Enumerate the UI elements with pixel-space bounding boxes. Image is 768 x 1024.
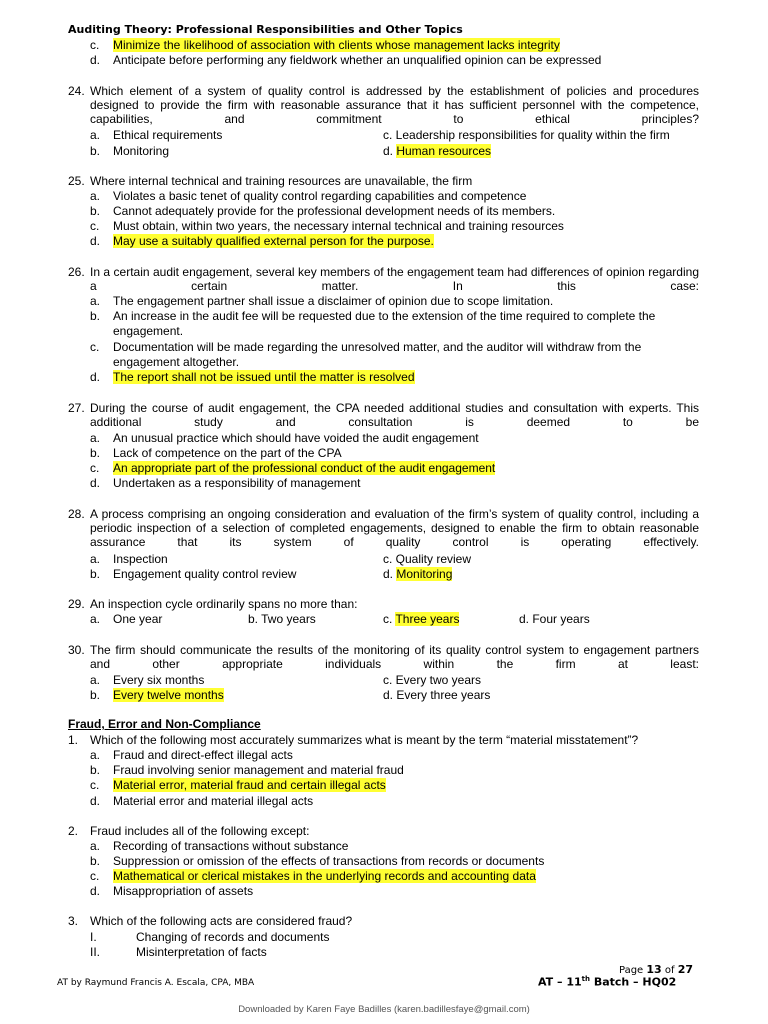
option-letter: d. bbox=[90, 884, 101, 898]
question-number: 29. bbox=[68, 597, 85, 611]
option-letter: c. bbox=[90, 38, 100, 52]
question-number: 24. bbox=[68, 84, 85, 98]
option-letter: b. bbox=[90, 204, 101, 218]
option-text: One year bbox=[113, 612, 163, 626]
option-text: b. Two years bbox=[248, 612, 316, 626]
page-number: Page 13 of 27 bbox=[619, 963, 694, 976]
option-text: c. Every two years bbox=[383, 673, 482, 687]
footer-author: AT by Raymund Francis A. Escala, CPA, MBA bbox=[57, 978, 255, 988]
option-text bbox=[113, 234, 434, 248]
option-text: Material error and material illegal acts bbox=[113, 794, 314, 808]
option-text: Recording of transactions without substance bbox=[113, 839, 349, 853]
option-letter: c. bbox=[90, 869, 100, 883]
question-stem: Which of the following most accurately summarizes what is meant by the term “material misstatement”? bbox=[90, 733, 639, 747]
question-stem: A process comprising an ongoing consideration and evaluation of the firm’s system of quality control, including a periodic inspection of a selection of completed engagements, designed to enable the firm to obtain reasonable assurance that its system of quality control is operating effectively. bbox=[90, 507, 699, 549]
answer-highlight: The report shall not be issued until the matter is resolved bbox=[113, 370, 415, 384]
option-text: c. Quality review bbox=[383, 552, 472, 566]
option-text: c. Three years bbox=[383, 612, 460, 626]
option-text: Misappropriation of assets bbox=[113, 884, 254, 898]
option-text bbox=[113, 461, 495, 475]
option-text: Misinterpretation of facts bbox=[136, 945, 267, 959]
option-text bbox=[113, 688, 224, 702]
option-text: engagement. bbox=[113, 324, 184, 338]
option-text bbox=[113, 869, 536, 883]
option-text: Ethical requirements bbox=[113, 128, 223, 142]
option-text: An increase in the audit fee will be requested due to the extension of the time required to complete the bbox=[113, 309, 656, 323]
option-letter: c. bbox=[90, 461, 100, 475]
option-text: Undertaken as a responsibility of management bbox=[113, 476, 361, 490]
option-text: d. Four years bbox=[519, 612, 590, 626]
option-text: Documentation will be made regarding the unresolved matter, and the auditor will withdraw from the bbox=[113, 340, 642, 354]
option-letter: a. bbox=[90, 552, 101, 566]
option-letter: c. bbox=[90, 778, 100, 792]
answer-highlight: May use a suitably qualified external person for the purpose. bbox=[113, 234, 434, 248]
option-letter: a. bbox=[90, 189, 101, 203]
option-text: Inspection bbox=[113, 552, 168, 566]
option-text: Every six months bbox=[113, 673, 205, 687]
question-number: 2. bbox=[68, 824, 79, 838]
answer-highlight: Human resources bbox=[396, 144, 492, 158]
option-letter: b. bbox=[90, 144, 101, 158]
option-text: d. Every three years bbox=[383, 688, 491, 702]
option-letter: d. bbox=[90, 370, 101, 384]
option-letter: a. bbox=[90, 673, 101, 687]
option-letter: a. bbox=[90, 294, 101, 308]
question-number: 25. bbox=[68, 174, 85, 188]
option-letter: b. bbox=[90, 446, 101, 460]
option-letter: a. bbox=[90, 748, 101, 762]
option-letter: d. bbox=[90, 794, 101, 808]
question-stem: In a certain audit engagement, several key members of the engagement team had differences of opinion regarding a certain matter. In this case: bbox=[90, 265, 699, 293]
download-notice: Downloaded by Karen Faye Badilles (karen.badillesfaye@gmail.com) bbox=[238, 1004, 530, 1015]
question-number: 26. bbox=[68, 265, 85, 279]
page-header: Auditing Theory: Professional Responsibilities and Other Topics bbox=[68, 23, 463, 36]
answer-highlight: Mathematical or clerical mistakes in the underlying records and accounting data bbox=[113, 869, 536, 883]
option-letter: a. bbox=[90, 839, 101, 853]
option-letter: b. bbox=[90, 854, 101, 868]
option-letter: a. bbox=[90, 128, 101, 142]
option-text: c. Leadership responsibilities for quality within the firm bbox=[383, 128, 670, 142]
option-letter: c. bbox=[90, 340, 100, 354]
answer-highlight: Every twelve months bbox=[113, 688, 224, 702]
roman-numeral: I. bbox=[90, 930, 97, 944]
question-stem: Which element of a system of quality control is addressed by the establishment of policies and procedures designed to provide the firm with reasonable assurance that it has sufficient personnel with the competence, capabilities, and commitment to ethical principles? bbox=[90, 84, 699, 126]
option-letter: a. bbox=[90, 431, 101, 445]
option-text: d. Human resources bbox=[383, 144, 492, 158]
option-letter: d. bbox=[90, 234, 101, 248]
answer-highlight: An appropriate part of the professional conduct of the audit engagement bbox=[113, 461, 496, 475]
answer-highlight: Monitoring bbox=[396, 567, 453, 581]
option-letter: b. bbox=[90, 567, 101, 581]
option-letter: b. bbox=[90, 309, 101, 323]
option-text: Must obtain, within two years, the necessary internal technical and training resources bbox=[113, 219, 564, 233]
option-text: engagement altogether. bbox=[113, 355, 240, 369]
option-text bbox=[113, 370, 415, 384]
answer-highlight: Material error, material fraud and certain illegal acts bbox=[113, 778, 386, 792]
footer-batch: AT – 11th Batch – HQ02 bbox=[538, 975, 677, 989]
option-text: Lack of competence on the part of the CPA bbox=[113, 446, 342, 460]
question-number: 28. bbox=[68, 507, 85, 521]
question-number: 27. bbox=[68, 401, 85, 415]
answer-highlight: Three years bbox=[395, 612, 460, 626]
option-text: An unusual practice which should have voided the audit engagement bbox=[113, 431, 479, 445]
option-text: d. Monitoring bbox=[383, 567, 453, 581]
roman-numeral: II. bbox=[90, 945, 101, 959]
option-text: Fraud and direct-effect illegal acts bbox=[113, 748, 293, 762]
option-text: Engagement quality control review bbox=[113, 567, 297, 581]
option-letter: d. bbox=[90, 476, 101, 490]
option-letter: d. bbox=[90, 53, 101, 67]
option-text: Fraud involving senior management and material fraud bbox=[113, 763, 404, 777]
option-letter: a. bbox=[90, 612, 101, 626]
question-stem: Fraud includes all of the following except: bbox=[90, 824, 310, 838]
option-text: Anticipate before performing any fieldwork whether an unqualified opinion can be expressed bbox=[113, 53, 602, 67]
answer-highlight: Minimize the likelihood of association with clients whose management lacks integrity bbox=[113, 38, 560, 52]
option-text: Monitoring bbox=[113, 144, 170, 158]
option-letter: c. bbox=[90, 219, 100, 233]
option-letter: b. bbox=[90, 688, 101, 702]
question-number: 1. bbox=[68, 733, 79, 747]
option-text: Cannot adequately provide for the professional development needs of its members. bbox=[113, 204, 556, 218]
option-text: Suppression or omission of the effects of transactions from records or documents bbox=[113, 854, 545, 868]
question-number: 30. bbox=[68, 643, 85, 657]
section-title: Fraud, Error and Non-Compliance bbox=[68, 717, 261, 731]
question-number: 3. bbox=[68, 914, 79, 928]
option-letter: b. bbox=[90, 763, 101, 777]
question-stem: Which of the following acts are considered fraud? bbox=[90, 914, 353, 928]
question-stem: Where internal technical and training resources are unavailable, the firm bbox=[90, 174, 473, 188]
question-stem: The firm should communicate the results of the monitoring of its quality control system to engagement partners and other appropriate individuals within the firm at least: bbox=[90, 643, 699, 671]
option-text: Changing of records and documents bbox=[136, 930, 330, 944]
option-text: The engagement partner shall issue a disclaimer of opinion due to scope limitation. bbox=[113, 294, 554, 308]
question-stem: During the course of audit engagement, the CPA needed additional studies and consultation with experts. This additional study and consultation is deemed to be bbox=[90, 401, 699, 429]
option-text: Violates a basic tenet of quality control regarding capabilities and competence bbox=[113, 189, 527, 203]
question-stem: An inspection cycle ordinarily spans no more than: bbox=[90, 597, 358, 611]
option-text bbox=[113, 38, 560, 52]
option-text bbox=[113, 778, 386, 792]
